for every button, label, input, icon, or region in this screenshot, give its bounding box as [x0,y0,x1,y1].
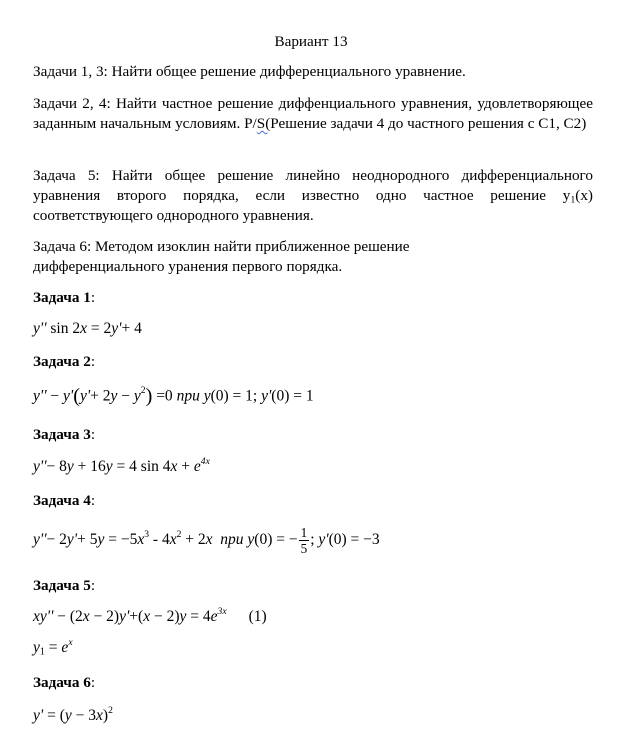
intro-paragraph-1: Задачи 1, 3: Найти общее решение дифференциального уравнение. [33,63,466,80]
task-6-label: Задача 6: [33,674,96,691]
variant-title: Вариант 13 [274,33,348,50]
intro-paragraph-3: Задача 5: Найти общее решение линейно неоднородного дифференциального уравнения второго порядка, если известно одно частное решение $y_1(x)$ соответствующего однородного уравнения. [33,167,593,224]
task-3-equation: y''− 8y + 16y = 4 $\sin 4x + e^{4x}$ [33,455,210,475]
task-6-equation: $y' = (y - 3x)^2$ [33,704,113,724]
fraction-one-fifth: $\frac{1}{5}$ [300,525,308,556]
task-4-label: Задача 4: [33,492,96,509]
task-3-label: Задача 3: [33,426,96,443]
spellcheck-underline: S( [256,115,271,132]
intro-paragraph-4: Задача 6: Методом изоклин найти приближенное решение дифференциального уранения первого порядка. [33,238,410,275]
task-2-equation: $y'' - y'(y'+ 2y - y^2) =0$ при y(0) = 1; y'(0) = 1 [33,385,314,407]
task-2-label: Задача 2: [33,353,96,370]
task-5-label: Задача 5: [33,577,96,594]
intro-paragraph-2: Задачи 2, 4: Найти частное решение диффенциального уравнения, удовлетворяющее заданным начальным условиям. P/S(Решение задачи 4 до частного решения с С1, С2) [33,95,593,132]
task-1-label: Задача 1: [33,289,96,306]
task-1-equation: y'' sin 2x = 2y'+ 4 [33,320,142,337]
task-5-particular-solution: $y_1 = e^x$ [33,636,73,658]
task-4-equation: $y''- 2y'+ 5y = -5x^3 - 4x^2 + 2x$ при y(0) = − $\frac{1}{5}$ ; y'(0) = −3 [33,525,380,556]
task-5-equation: $xy'' - (2x - 2)y'+(x - 2)y = 4e^{3x}$ (1) [33,605,267,625]
